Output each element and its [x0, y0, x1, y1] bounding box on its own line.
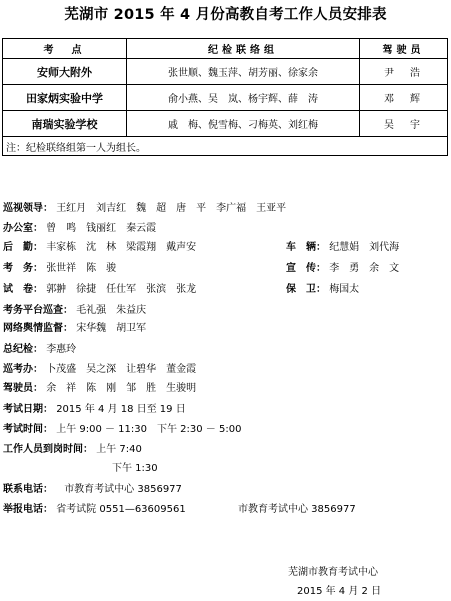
table-header-row	[3, 39, 448, 59]
driver-cell: 尹 浩	[360, 59, 448, 85]
platform-label: 考务平台巡查：	[3, 305, 73, 316]
security-value: 梅国太	[329, 284, 360, 295]
office-value: 曾 鸣 钱丽红 秦云霞	[46, 223, 157, 234]
staff-assignment-table	[2, 38, 448, 156]
drivers-label: 驾驶员：	[3, 383, 43, 394]
security-label: 保 卫：	[286, 284, 326, 295]
exam-affairs-label: 考 务：	[3, 263, 43, 274]
report-phone-label: 举报电话：	[3, 504, 53, 515]
publicity-line	[286, 263, 399, 275]
logistics-line	[3, 242, 196, 254]
drivers-line	[3, 383, 196, 395]
header-discipline-group: 纪检联络组	[127, 39, 360, 59]
issuer-org: 芜湖市教育考试中心	[288, 567, 378, 578]
arrival-time-label: 工作人员到岗时间：	[3, 444, 93, 455]
arrival-time-line	[3, 444, 142, 456]
contact-phone-label: 联系电话：	[3, 484, 53, 495]
exam-site-cell: 田家炳实验中学	[3, 85, 127, 111]
group-members-cell: 俞小燕、吴 岚、杨宇辉、薛 涛	[127, 85, 360, 111]
publicity-label: 宣 传：	[286, 263, 326, 274]
office-label: 办公室：	[3, 223, 43, 234]
table-row	[3, 111, 448, 137]
table-note: 注：纪检联络组第一人为组长。	[3, 137, 448, 156]
report-phone-line	[3, 504, 186, 516]
drivers-value: 余 祥 陈 刚 邹 胜 生骏明	[46, 383, 197, 394]
exam-time-value: 上午 9:00 － 11:30 下午 2:30 － 5:00	[56, 424, 242, 435]
logistics-value: 丰家栋 沈 林 梁霞翔 戴声安	[46, 242, 197, 253]
inspection-line	[3, 364, 196, 376]
inspection-leaders-value: 王红月 刘吉红 魏 超 唐 平 李广福 王亚平	[56, 203, 287, 214]
papers-value: 郭翀 徐捷 任仕军 张滨 张龙	[46, 284, 197, 295]
inspection-label: 巡考办：	[3, 364, 43, 375]
table-note-row	[3, 137, 448, 156]
internet-line	[3, 323, 146, 335]
exam-site-cell: 安师大附外	[3, 59, 127, 85]
driver-cell: 邓 辉	[360, 85, 448, 111]
table-row	[3, 59, 448, 85]
platform-line	[3, 305, 146, 317]
arrival-time-am: 上午 7:40	[96, 444, 142, 455]
exam-affairs-line	[3, 263, 116, 275]
discipline-label: 总纪检：	[3, 344, 43, 355]
vehicle-line	[286, 242, 399, 254]
group-members-cell: 戚 梅、倪雪梅、刁梅英、刘红梅	[127, 111, 360, 137]
vehicle-value: 纪慧娟 刘代海	[329, 242, 400, 253]
driver-cell: 吴 宇	[360, 111, 448, 137]
exam-date-label: 考试日期：	[3, 404, 53, 415]
exam-time-line	[3, 424, 241, 436]
page-title: 芜湖市 2015 年 4 月份高教自考工作人员安排表	[64, 7, 387, 23]
office-line	[3, 223, 156, 235]
internet-value: 宋华魏 胡卫军	[76, 323, 147, 334]
exam-date-line	[3, 404, 186, 416]
report-phone-value-1: 省考试院 0551—63609561	[56, 504, 186, 515]
exam-time-label: 考试时间：	[3, 424, 53, 435]
vehicle-label: 车 辆：	[286, 242, 326, 253]
arrival-time-pm: 下午 1:30	[112, 463, 158, 474]
papers-line	[3, 284, 196, 296]
table-row	[3, 85, 448, 111]
contact-phone-line	[3, 484, 182, 496]
inspection-leaders-line	[3, 203, 286, 215]
group-members-cell: 张世顺、魏玉萍、胡芳丽、徐家余	[127, 59, 360, 85]
papers-label: 试 卷：	[3, 284, 43, 295]
publicity-value: 李 勇 余 文	[329, 263, 400, 274]
internet-label: 网络舆情监督：	[3, 323, 73, 334]
security-line	[286, 284, 359, 296]
exam-affairs-value: 张世祥 陈 骏	[46, 263, 117, 274]
report-phone-value-2: 市教育考试中心 3856977	[238, 504, 356, 515]
logistics-label: 后 勤：	[3, 242, 43, 253]
inspection-value: 卜茂盛 吴之深 让碧华 董金霞	[46, 364, 197, 375]
exam-site-cell: 南瑞实验学校	[3, 111, 127, 137]
contact-phone-value: 市教育考试中心 3856977	[64, 484, 182, 495]
discipline-value: 李惠玲	[46, 344, 77, 355]
issue-date: 2015 年 4 月 2 日	[297, 586, 382, 597]
discipline-line	[3, 344, 76, 356]
platform-value: 毛礼强 朱益庆	[76, 305, 147, 316]
exam-date-value: 2015 年 4 月 18 日至 19 日	[56, 404, 186, 415]
inspection-leaders-label: 巡视领导：	[3, 203, 53, 214]
header-exam-site: 考 点	[3, 39, 127, 59]
header-driver: 驾驶员	[360, 39, 448, 59]
